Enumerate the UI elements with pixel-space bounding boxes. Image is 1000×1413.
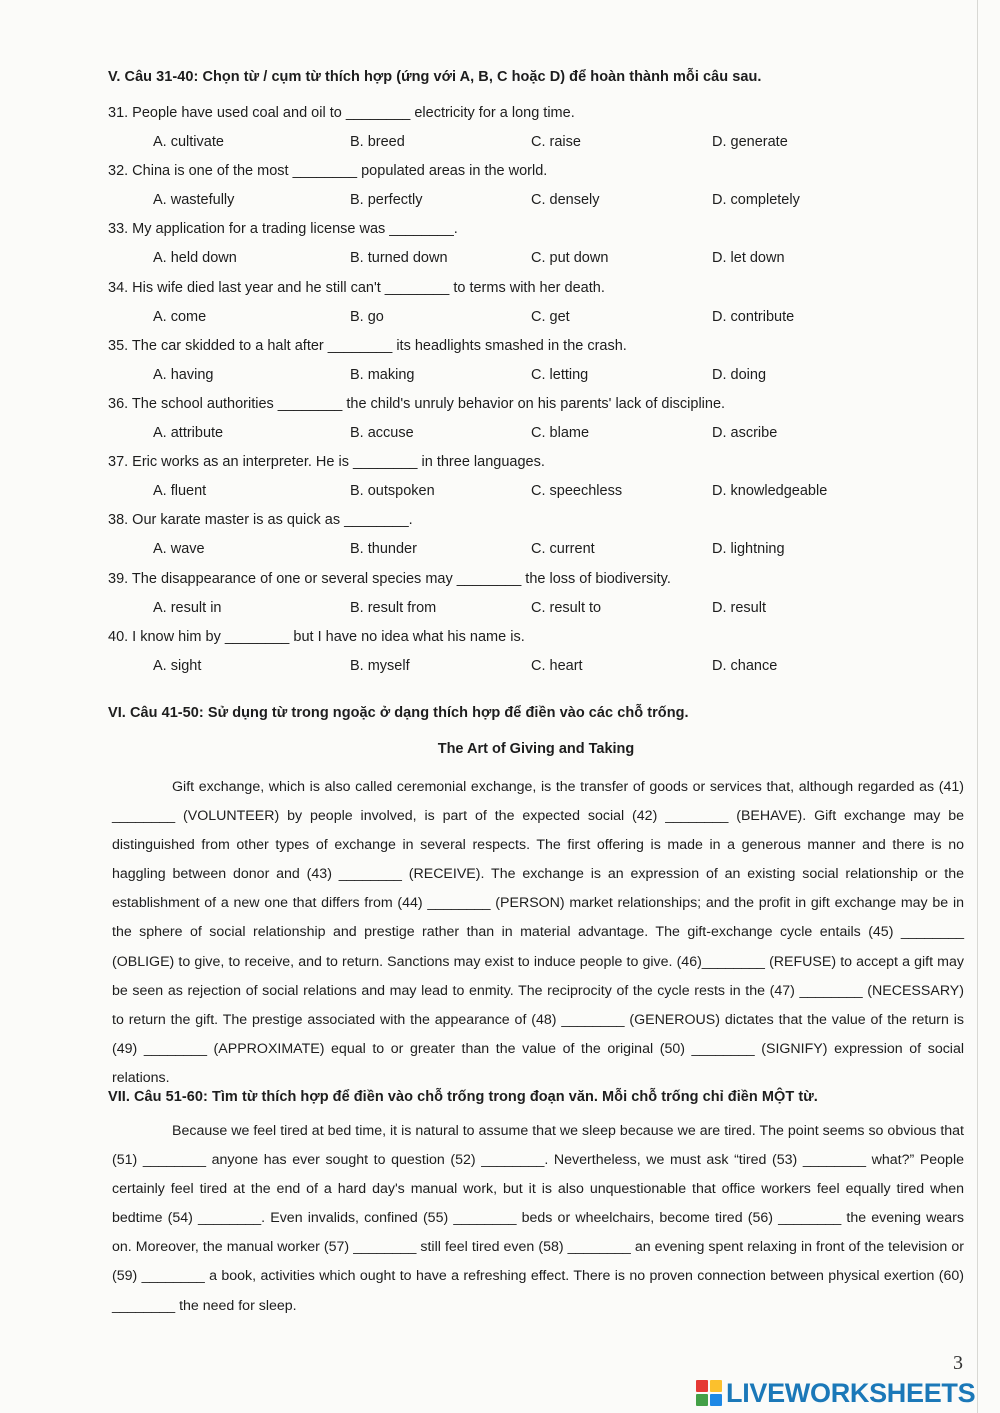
question-stem: 34. His wife died last year and he still can't ________ to terms with her death. bbox=[108, 279, 605, 296]
question-stem: 35. The car skidded to a halt after ________ its headlights smashed in the crash. bbox=[108, 337, 627, 354]
answer-option[interactable]: B. turned down bbox=[350, 250, 448, 267]
answer-option[interactable]: C. raise bbox=[531, 134, 581, 150]
page-number: 3 bbox=[953, 1352, 963, 1374]
answer-option[interactable]: A. come bbox=[153, 308, 207, 325]
answer-option[interactable]: D. generate bbox=[712, 134, 788, 150]
answer-option[interactable]: D. chance bbox=[712, 657, 778, 674]
answer-option[interactable]: B. accuse bbox=[350, 425, 414, 441]
passage-gift-exchange: Gift exchange, which is also called ceremonial exchange, is the transfer of goods or services that, although regarded as (41) ________ (VOLUNTEER) by people involved, is part of the expected social (42) ________ (BEHAVE). Gift exchange may be distinguished from other types of exchange in several respects. The first offering is made in a generous manner and there is no haggling between donor and (43) ________ (RECEIVE). The exchange is an expression of an existing social relationship or the establishment of a new one that differs from (44) ________ (PERSON) market relationships; and the profit in gift exchange may be in the sphere of social relationship and prestige rather than in material advantage. The gift-exchange cycle entails (45) ________ (OBLIGE) to give, to receive, and to return. Sanctions may exist to induce people to give. (46)________ (REFUSE) to accept a gift may be seen as rejection of social relations and may lead to enmity. The reciprocity of the cycle rests in the (47) ________ (NECESSARY) to return the gift. The prestige associated with the appearance of (48) ________ (GENEROUS) dictates that the value of the return is (49) ________ (APPROXIMATE) equal to or greater than the value of the original (50) ________ (SIGNIFY) expression of social relations. bbox=[112, 779, 964, 1086]
answer-option[interactable]: B. breed bbox=[350, 134, 405, 150]
answer-option[interactable]: A. attribute bbox=[153, 425, 224, 441]
answer-option[interactable]: B. outspoken bbox=[350, 483, 435, 500]
answer-option[interactable]: B. go bbox=[350, 308, 384, 325]
question-stem: 31. People have used coal and oil to ________ electricity for a long time. bbox=[108, 105, 575, 121]
answer-option[interactable]: B. myself bbox=[350, 657, 410, 674]
answer-option[interactable]: A. having bbox=[153, 366, 214, 383]
answer-option[interactable]: B. making bbox=[350, 366, 415, 383]
answer-option[interactable]: A. sight bbox=[153, 657, 202, 674]
question-stem: 39. The disappearance of one or several species may ________ the loss of biodiversity. bbox=[108, 570, 671, 587]
passage-sleep: Because we feel tired at bed time, it is natural to assume that we sleep because we are tired. The point seems so obvious that (51) ________ anyone has ever sought to question (52) ________. Nevertheless, we must ask “tired (53) ________ what?” People certainly feel tired at the end of a hard day's manual work, but it is also unquestionable that office workers feel equally tired when bedtime (54) ________. Even invalids, confined (55) ________ beds or wheelchairs, become tired (56) ________ the evening wears on. Moreover, the manual worker (57) ________ still feel tired even (58) ________ an evening spent relaxing in front of the television or (59) ________ a book, activities which ought to have a refreshing effect. There is no proven connection between physical exertion (60) ________ the need for sleep. bbox=[112, 1123, 964, 1314]
answer-option[interactable]: D. doing bbox=[712, 366, 767, 383]
answer-option[interactable]: D. let down bbox=[712, 250, 785, 267]
logo-text: LIVEWORKSHEETS bbox=[726, 1377, 976, 1408]
liveworksheets-logo[interactable] bbox=[696, 1378, 975, 1408]
answer-option[interactable]: A. cultivate bbox=[153, 134, 224, 150]
page-edge-line bbox=[977, 0, 978, 1413]
answer-option[interactable]: C. result to bbox=[531, 599, 602, 616]
section-vii-heading: VII. Câu 51-60: Tìm từ thích hợp để điền vào chỗ trống trong đoạn văn. Mỗi chỗ trống chỉ điền MỘT từ. bbox=[108, 1089, 818, 1105]
logo-square-blue bbox=[710, 1394, 722, 1406]
logo-square-yellow bbox=[710, 1380, 722, 1392]
logo-square-red bbox=[696, 1380, 708, 1392]
answer-option[interactable]: C. get bbox=[531, 308, 570, 325]
answer-option[interactable]: C. densely bbox=[531, 192, 600, 209]
answer-option[interactable]: A. wave bbox=[153, 541, 205, 558]
answer-option[interactable]: C. put down bbox=[531, 250, 609, 267]
answer-option[interactable]: B. perfectly bbox=[350, 192, 423, 209]
answer-option[interactable]: B. result from bbox=[350, 599, 437, 616]
question-stem: 32. China is one of the most ________ populated areas in the world. bbox=[108, 163, 548, 180]
passage-title: The Art of Giving and Taking bbox=[437, 741, 635, 757]
question-stem: 36. The school authorities ________ the child's unruly behavior on his parents' lack of discipline. bbox=[108, 396, 726, 412]
answer-option[interactable]: C. heart bbox=[531, 657, 583, 674]
question-stem: 40. I know him by ________ but I have no idea what his name is. bbox=[108, 628, 525, 645]
question-stem: 37. Eric works as an interpreter. He is ________ in three languages. bbox=[108, 454, 545, 471]
answer-option[interactable]: D. ascribe bbox=[712, 425, 778, 441]
answer-option[interactable]: D. knowledgeable bbox=[712, 483, 828, 500]
section-v-heading: V. Câu 31-40: Chọn từ / cụm từ thích hợp (ứng với A, B, C hoặc D) để hoàn thành mỗi câu sau. bbox=[108, 69, 762, 85]
logo-mark-icon bbox=[696, 1380, 722, 1406]
answer-option[interactable]: D. contribute bbox=[712, 308, 795, 325]
answer-option[interactable]: D. lightning bbox=[712, 541, 785, 558]
answer-option[interactable]: A. wastefully bbox=[153, 192, 235, 209]
logo-square-green bbox=[696, 1394, 708, 1406]
answer-option[interactable]: D. result bbox=[712, 599, 766, 616]
answer-option[interactable]: C. blame bbox=[531, 425, 590, 441]
answer-option[interactable]: D. completely bbox=[712, 192, 800, 209]
section-vi-heading: VI. Câu 41-50: Sử dụng từ trong ngoặc ở dạng thích hợp để điền vào các chỗ trống. bbox=[108, 705, 689, 721]
answer-option[interactable]: C. letting bbox=[531, 366, 589, 383]
question-stem: 33. My application for a trading license was ________. bbox=[108, 221, 458, 238]
answer-option[interactable]: A. result in bbox=[153, 599, 222, 616]
answer-option[interactable]: C. speechless bbox=[531, 483, 623, 500]
answer-option[interactable]: B. thunder bbox=[350, 541, 417, 558]
question-stem: 38. Our karate master is as quick as ________. bbox=[108, 512, 413, 529]
answer-option[interactable]: C. current bbox=[531, 541, 595, 558]
answer-option[interactable]: A. fluent bbox=[153, 483, 207, 500]
answer-option[interactable]: A. held down bbox=[153, 250, 237, 267]
